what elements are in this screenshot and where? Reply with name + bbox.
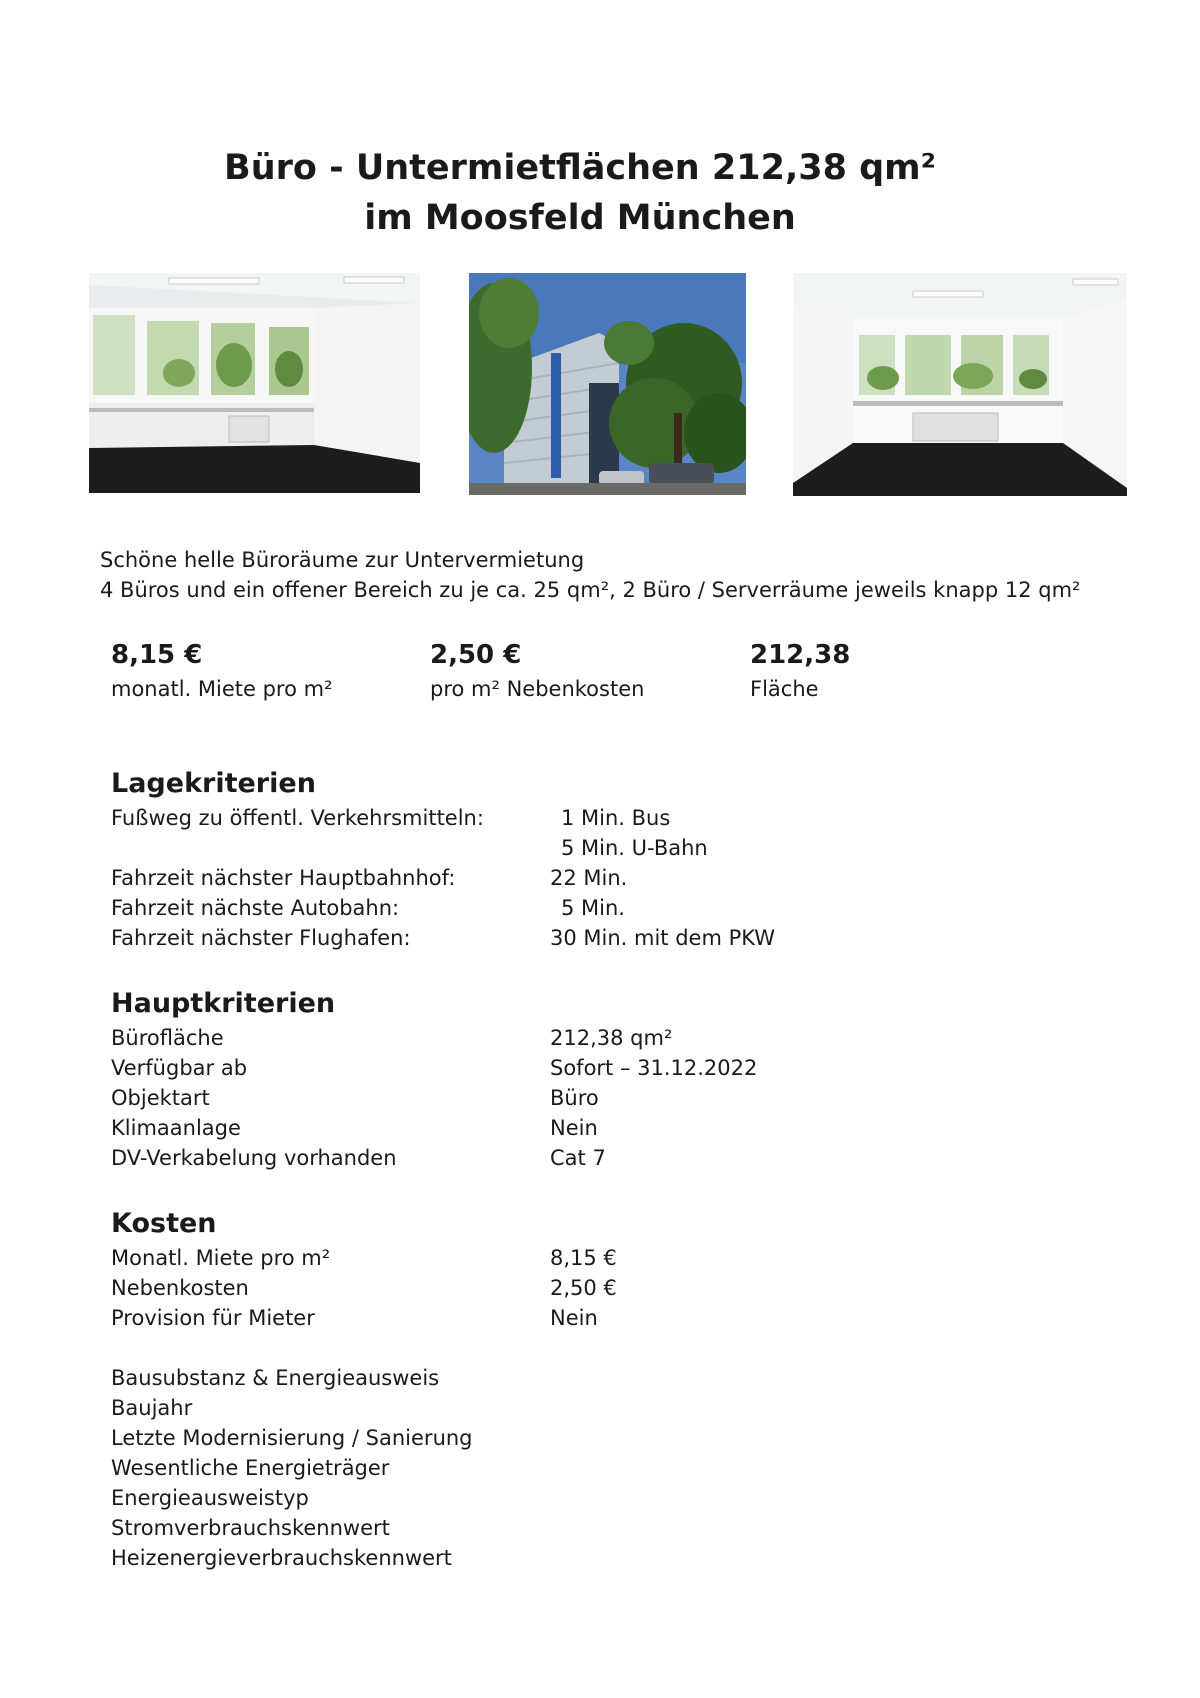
row-label: Verfügbar ab bbox=[111, 1056, 248, 1080]
row-label: Klimaanlage bbox=[111, 1116, 241, 1140]
row-label: Fußweg zu öffentl. Verkehrsmitteln: bbox=[111, 806, 484, 830]
energy-row: Stromverbrauchskennwert bbox=[111, 1516, 390, 1540]
row-label: Fahrzeit nächster Flughafen: bbox=[111, 926, 411, 950]
section-heading-kosten: Kosten bbox=[111, 1208, 217, 1239]
kpi-area bbox=[750, 636, 850, 704]
building-exterior-photo bbox=[469, 273, 746, 495]
row-label: DV-Verkabelung vorhanden bbox=[111, 1146, 397, 1170]
row-value: 5 Min. U-Bahn bbox=[561, 836, 708, 860]
kpi-value: 212,38 bbox=[750, 640, 851, 670]
intro-line-1: Schöne helle Büroräume zur Untervermietung bbox=[100, 548, 585, 572]
section-heading-lage: Lagekriterien bbox=[111, 768, 316, 799]
row-value: 30 Min. mit dem PKW bbox=[550, 926, 776, 950]
kpi-label: monatl. Miete pro m² bbox=[111, 677, 333, 701]
row-value: 212,38 qm² bbox=[550, 1026, 673, 1050]
row-label: Nebenkosten bbox=[111, 1276, 249, 1300]
office-interior-photo bbox=[793, 273, 1127, 496]
row-label: Provision für Mieter bbox=[111, 1306, 315, 1330]
kpi-value: 8,15 € bbox=[111, 640, 203, 670]
row-value: 8,15 € bbox=[550, 1246, 617, 1270]
page-title-line-2: im Moosfeld München bbox=[364, 198, 796, 238]
energy-row: Baujahr bbox=[111, 1396, 193, 1420]
office-interior-photo bbox=[89, 273, 420, 493]
row-value: Nein bbox=[550, 1306, 598, 1330]
kpi-value: 2,50 € bbox=[430, 640, 522, 670]
row-value: 2,50 € bbox=[550, 1276, 617, 1300]
energy-row: Heizenergieverbrauchskennwert bbox=[111, 1546, 452, 1570]
row-label: Bürofläche bbox=[111, 1026, 224, 1050]
row-label: Monatl. Miete pro m² bbox=[111, 1246, 331, 1270]
row-label: Objektart bbox=[111, 1086, 210, 1110]
energy-row: Bausubstanz & Energieausweis bbox=[111, 1366, 440, 1390]
row-value: 5 Min. bbox=[561, 896, 625, 920]
energy-row: Wesentliche Energieträger bbox=[111, 1456, 390, 1480]
row-label: Fahrzeit nächster Hauptbahnhof: bbox=[111, 866, 456, 890]
row-value: Büro bbox=[550, 1086, 599, 1110]
row-label: Fahrzeit nächste Autobahn: bbox=[111, 896, 400, 920]
energy-row: Letzte Modernisierung / Sanierung bbox=[111, 1426, 473, 1450]
row-value: Sofort – 31.12.2022 bbox=[550, 1056, 758, 1080]
row-value: Nein bbox=[550, 1116, 598, 1140]
energy-row: Energieausweistyp bbox=[111, 1486, 309, 1510]
kpi-label: Fläche bbox=[750, 677, 819, 701]
row-value: 1 Min. Bus bbox=[561, 806, 671, 830]
kpi-service-charges bbox=[430, 636, 644, 704]
kpi-label: pro m² Nebenkosten bbox=[430, 677, 645, 701]
section-heading-haupt: Hauptkriterien bbox=[111, 988, 336, 1019]
kpi-rent bbox=[111, 636, 333, 704]
page-title-line-1: Büro - Untermietflächen 212,38 qm² bbox=[224, 148, 936, 188]
row-value: Cat 7 bbox=[550, 1146, 606, 1170]
intro-line-2: 4 Büros und ein offener Bereich zu je ca. 25 qm², 2 Büro / Serverräume jeweils knapp 12 qm² bbox=[100, 578, 1081, 602]
row-value: 22 Min. bbox=[550, 866, 628, 890]
